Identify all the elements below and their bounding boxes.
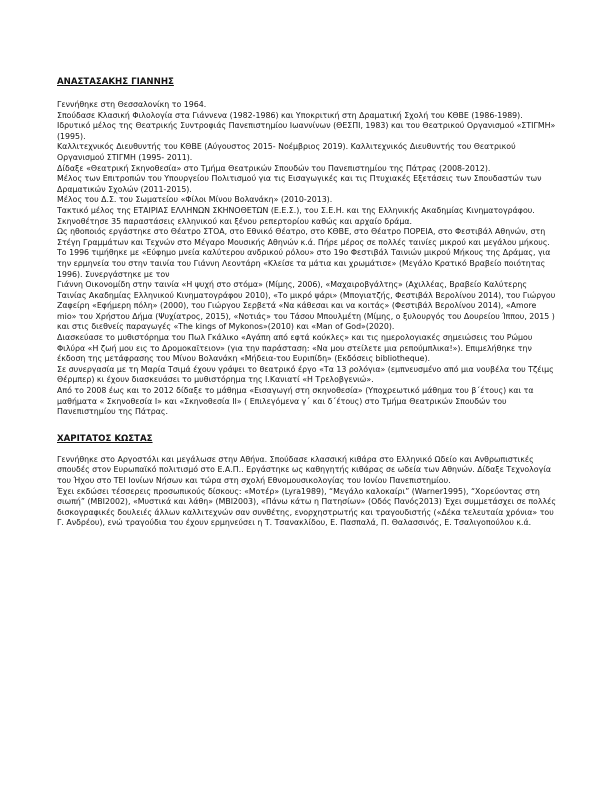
bio-paragraph: Το 1996 τιμήθηκε με «Εύφημο μνεία καλύτερου ανδρικού ρόλου» στο 19ο Φεστιβάλ Ταινιών μικρού Μήκους της Δράμας, για την ερμηνεία του στην ταινία του Γιάννη Λεοντάρη «Κλείσε τα μάτια και χρωμάτισε» (Μεγάλο Κρατικό Βραβείο ποιότητας 1996). Συνεργάστηκε με τον: [57, 248, 551, 279]
bio-paragraph: Διασκεύασε το μυθιστόρημα του Πωλ Γκάλικο «Αγάπη από εφτά κούκλες» και τις ημερολογιακές σημειώσεις του Ρώμου Φιλύρα «Η ζωή μου εις το Δρομοκαϊτειον» (για την παράσταση: «Να μου στείλετε μια ρεπούμπλικα!»). Επιμελήθηκε την έκδοση της μετάφρασης του Μίνου Βολανάκη «Μήδεια-του Ευριπίδη» (Εκδόσεις bibliotheque).: [57, 333, 533, 364]
bio-paragraph: Γεννήθηκε στη Θεσσαλονίκη το 1964.: [57, 100, 207, 109]
bio-paragraph: Σε συνεργασία με τη Μαρία Τσιμά έχουν γράψει το θεατρικό έργο «Τα 13 ρολόγια» (εμπνευσμένο από μια νουβέλα του Τζέιμς Θέρμπερ) κι έχουν διασκευάσει το μυθιστόρημα της Ι.Κανιατί «Η Τρελοβγενιώ».: [57, 364, 554, 385]
section-heading: ΧΑΡΙΤΑΤΟΣ ΚΩΣΤΑΣ: [57, 433, 153, 444]
bio-section-anastasakis: [57, 77, 557, 418]
bio-paragraph: Σπούδασε Κλασική Φιλολογία στα Γιάννενα (1982-1986) και Υποκριτική στη Δραματική Σχολή του ΚΘΒΕ (1986-1989).: [57, 110, 523, 120]
document-body: [57, 77, 557, 529]
bio-paragraph: Γιάννη Οικονομίδη στην ταινία «Η ψυχή στο στόμα» (Μίμης, 2006), «Μαχαιροβγάλτης» (Αχιλλέας, Βραβείο Καλύτερης Ταινίας Ακαδημίας Ελληνικού Κινηματογράφου 2010), «Το μικρό ψάρι» (Μπογιατζής, Φεστιβάλ Βερολίνου 2014), του Γιώργου Ζαφείρη «Εφήμερη πόλη» (2000), του Γιώργου Σερβετά «Να κάθεσαι και να κοιτάς» (Φεστιβάλ Βερολίνου 2014), «Amore mio» του Χρήστου Δήμα (Ψυχίατρος, 2015), «Νοτιάς» του Τάσου Μπουλμέτη (Μίμης, ο ξυλουργός του Δουρείου Ίππου, 2015 ) και στις διεθνείς παραγωγές «The kings of Mykonos»(2010) και «Man of God»(2020).: [57, 280, 556, 332]
bio-paragraph: Ως ηθοποιός εργάστηκε στο Θέατρο ΣΤΟΑ, στο Εθνικό Θέατρο, στο ΚΘΒΕ, στο Θέατρο ΠΟΡΕΙΑ, στο Φεστιβάλ Αθηνών, στη Στέγη Γραμμάτων και Τεχνών στο Μέγαρο Μουσικής Αθηνών κ.ά. Πήρε μέρος σε πολλές ταινίες μικρού και μεγάλου μήκους.: [57, 227, 550, 247]
bio-paragraph: Σκηνοθέτησε 35 παραστάσεις ελληνικού και ξένου ρεπερτορίου καθώς και αρχαίο δράμα.: [57, 216, 413, 226]
bio-section-charitatos: [57, 434, 557, 529]
bio-paragraph: Από το 2008 έως και το 2012 δίδαξε το μάθημα «Εισαγωγή στη σκηνοθεσία» (Υποχρεωτικό μάθημα του β΄έτους) και τα μαθήματα « Σκηνοθεσία Ι» και «Σκηνοθεσία ΙΙ» ( Επιλεγόμενα γ΄ και δ΄έτους) στο Τμήμα Θεατρικών Σπουδών του Πανεπιστημίου της Πάτρας.: [57, 386, 534, 417]
bio-paragraph: Έχει εκδώσει τέσσερεις προσωπικούς δίσκους: «Μοτέρ» (Lyra1989), “Μεγάλο καλοκαίρι” (Warner1995), “Χορεύοντας στη σιωπή” (MBI2002), «Μυστικά και λάθη» (MBI2003), «Πάνω κάτω η Πατησίων» (Οδός Πανός2013) Έχει συμμετάσχει σε πολλές δισκογραφικές δουλειές άλλων καλλιτεχνών σαν συνθέτης, ενορχηστρωτής και τραγουδιστής («Δέκα τελευταία χρόνια» του Γ. Ανδρέου), ενώ τραγούδια του έχουν ερμηνεύσει η Τ. Τσανακλίδου, Ε. Πασπαλά, Π. Θαλασσινός, Ε. Τσαλιγοπούλου κ.ά.: [57, 486, 556, 528]
bio-paragraph: Μέλος του Δ.Σ. του Σωματείου «Φίλοι Μίνου Βολανάκη» (2010-2013).: [57, 195, 333, 205]
bio-paragraph: Τακτικό μέλος της ΕΤΑΙΡΙΑΣ ΕΛΛΗΝΩΝ ΣΚΗΝΟΘΕΤΩΝ (Ε.Ε.Σ.), του Σ.Ε.Η. και της Ελληνικής Ακαδημίας Κινηματογράφου.: [57, 205, 535, 215]
section-heading: ΑΝΑΣΤΑΣΑΚΗΣ ΓΙΑΝΝΗΣ: [57, 77, 174, 87]
bio-paragraph: Γεννήθηκε στο Αργοστόλι και μεγάλωσε στην Αθήνα. Σπούδασε κλασσική κιθάρα στο Ελληνικό Ωδείο και Ανθρωπιστικές σπουδές στον Ευρωπαϊκό πολιτισμό στο Ε.Α.Π.. Εργάστηκε ως καθηγητής κιθάρας σε ωδεία των Αθηνών. Δίδαξε Τεχνολογία του Ήχου στο ΤΕΙ Ιονίων Νήσων και τώρα στη σχολή Εθνομουσικολογίας του Ιονίου Πανεπιστημίου.: [57, 454, 552, 485]
bio-paragraph: Καλλιτεχνικός Διευθυντής του ΚΘΒΕ (Αύγουστος 2015- Νοέμβριος 2019). Καλλιτεχνικός Διευθυντής του Θεατρικού Οργανισμού ΣΤΙΓΜΗ (1995- 2011).: [57, 142, 516, 162]
bio-paragraph: Δίδαξε «Θεατρική Σκηνοθεσία» στο Τμήμα Θεατρικών Σπουδών του Πανεπιστημίου της Πάτρας (2008-2012).: [57, 163, 491, 173]
bio-paragraph: Ιδρυτικό μέλος της Θεατρικής Συντροφιάς Πανεπιστημίου Ιωαννίνων (ΘΕΣΠΙ, 1983) και του Θεατρικού Οργανισμού «ΣΤΙΓΜΗ» (1995).: [57, 121, 556, 141]
bio-paragraph: Μέλος των Επιτροπών του Υπουργείου Πολιτισμού για τις Εισαγωγικές και τις Πτυχιακές Εξετάσεις των Σπουδαστών των Δραματικών Σχολών (2011-2015).: [57, 174, 542, 194]
